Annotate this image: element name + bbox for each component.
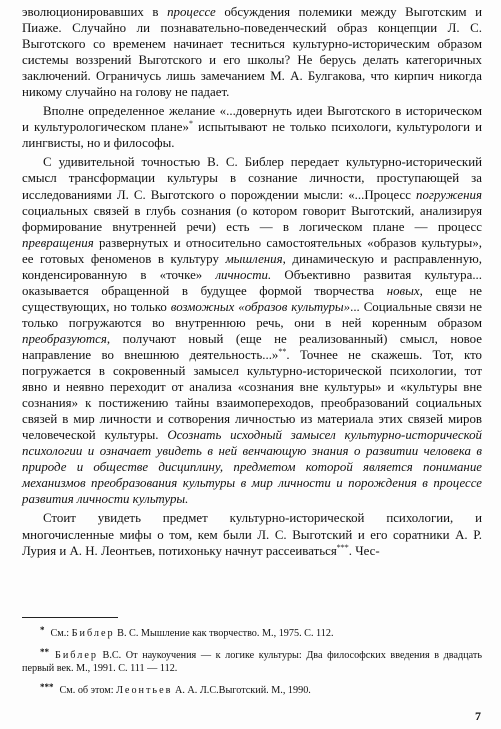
footnotes <box>22 624 482 702</box>
italic-run: превращения <box>22 235 94 250</box>
footnote-author: Библер <box>71 628 115 639</box>
footnote-separator <box>22 617 118 618</box>
footnote-1 <box>22 624 482 641</box>
footnote-text: См.: <box>50 628 72 639</box>
paragraph-4 <box>22 510 482 558</box>
footnote-text: В.С. От наукоучения — к логике культуры: Два философских введения в двадцать первый век. М., 1991. С. 111 — 112. <box>22 649 482 675</box>
italic-run: Осознать исходный замысел культурно-исторической психологии и означает увидеть в ней венчающую знания о развитии человека в природе и обществе дисциплину, предметом которой является понимание механизмов преобразования культуры в мир личности и порождения в процессе развития личности культуры. <box>22 428 483 507</box>
main-text <box>22 4 482 559</box>
text-run: обсуждения полемики между Выготским и Пиаже. Случайно ли познавательно-поведенческий образ концепции Л. С. Выготского со временем начинает тесниться культурно-историческим образом системы воззрений Выготского и его школы? Не берусь делать категоричных заключений. Ограничусь лишь замечанием М. А. Булгакова, что кирпич никогда никому случайно на голову не падает. <box>22 5 483 100</box>
text-run: , еще не существующих, но только <box>22 283 482 314</box>
italic-run: мышления <box>225 251 283 266</box>
paragraph-2 <box>22 103 482 151</box>
text-run: , получают новый (еще не реализованный) смысл, новое направление во внешнюю деятельность...» <box>22 331 482 362</box>
text-run: ... Социальные связи не только погружаются во внутреннюю речь, они в ней коренным образом <box>22 299 482 330</box>
footnote-3 <box>22 681 482 698</box>
text-run: социальных связей в глубь сознания (о котором говорит Выготский, анализируя формирование внутренней речи) есть — в логическом плане — процесс <box>22 203 482 234</box>
footnote-mark: *** <box>40 681 54 692</box>
text-run: Стоит увидеть предмет культурно-исторической психологии, и многочисленные мифы о том, кем были Л. С. Выготский и его соратники А. Р. Лурия и А. Н. Леонтьев, потихоньку начнут рассеиваться <box>22 511 482 558</box>
footnote-ref-3: *** <box>336 542 349 552</box>
italic-run: процессе <box>167 5 216 19</box>
footnote-text: А. А. Л.С.Выготский. М., 1990. <box>172 684 311 696</box>
footnote-mark: ** <box>40 646 49 657</box>
italic-run: личности. <box>215 267 272 282</box>
text-run: . Чес- <box>348 543 380 558</box>
footnote-author: Леонтьев <box>116 684 173 696</box>
page-number: 7 <box>475 709 481 723</box>
text-run: эволюционировавших в <box>22 5 168 19</box>
footnote-author: Библер <box>55 649 98 661</box>
text-run: Объективно развитая культура... оказывается обращенной в будущее формой творчества <box>22 267 482 298</box>
footnote-2 <box>22 646 482 676</box>
text-run: , динамическую и расправленную, конденсированную в «точке» <box>22 251 483 282</box>
footnote-ref-1: * <box>188 119 193 129</box>
italic-run: преобразуются <box>22 331 107 346</box>
footnote-mark: * <box>40 625 45 635</box>
paragraph-3 <box>22 154 482 507</box>
text-run: Вполне определенное желание «...довернуть идеи Выготского в историческом и культурологическом плане» <box>22 104 482 135</box>
footnote-text: В. С. Мышление как творчество. М., 1975. С. 112. <box>114 628 334 639</box>
paragraph-1 <box>22 4 482 100</box>
footnote-ref-2: ** <box>278 346 287 356</box>
text-run: С удивительной точностью В. С. Библер передает культурно-исторический смысл трансформации культуры в сознание личности, проступающей за исследованиями Л. С. Выготского о порождении мысли: «...Процесс <box>22 155 482 202</box>
footnote-text: См. об этом: <box>59 684 117 696</box>
italic-run: погружения <box>416 187 482 202</box>
text-run: испытывают не только психологи, культурологи и лингвисты, но и философы. <box>22 120 483 151</box>
text-run: . Точнее не скажешь. Тот, кто погружается в сокровенный замысел культурно-исторической психологии, тот явно и неявно переходит от анализа «сознания вне культуры» и «культуры вне сознания» к постижению тайны взаимопереходов, преобразований социальных связей в мир личности и сотворения личностью из материала этих связей миров человеческой культуры. <box>22 347 482 443</box>
italic-run: возможных «образов культуры» <box>170 299 351 314</box>
text-run: развернутых и относительно самостоятельных «образов культуры», ее готовых феноменов в культуру <box>22 235 482 266</box>
italic-run: новых <box>386 283 420 298</box>
